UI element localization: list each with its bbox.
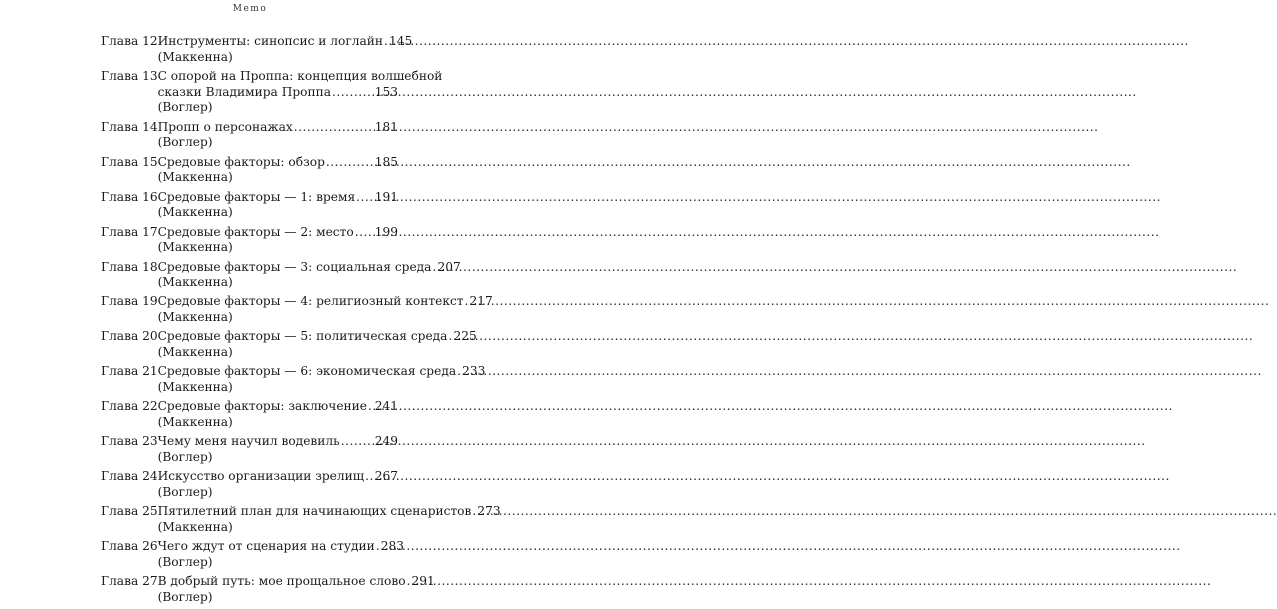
toc-entry bbox=[101, 259, 461, 291]
toc-entry-body bbox=[158, 434, 398, 465]
toc-entry-body bbox=[157, 259, 461, 291]
chapter-number: Глава 20 bbox=[101, 329, 158, 344]
chapter-number: Глава 14 bbox=[101, 119, 158, 134]
chapter-title-line bbox=[158, 85, 398, 101]
toc-entry-body bbox=[157, 539, 405, 570]
dot-leader bbox=[356, 190, 374, 206]
page-number: 241 bbox=[374, 399, 398, 414]
page-number: 199 bbox=[374, 224, 398, 239]
chapter-number: Глава 16 bbox=[101, 189, 158, 204]
chapter-number: Глава 27 bbox=[101, 574, 158, 589]
dot-leader bbox=[355, 225, 374, 241]
toc-entry-body bbox=[158, 120, 398, 151]
page-number: 273 bbox=[477, 504, 501, 519]
chapter-title-line bbox=[157, 504, 501, 520]
page-number: 225 bbox=[453, 329, 477, 344]
chapter-author: (Воглер) bbox=[157, 554, 213, 569]
toc-entry bbox=[101, 434, 398, 465]
chapter-title: Средовые факторы — 1: время bbox=[157, 189, 356, 204]
chapter-title-line bbox=[158, 155, 398, 171]
chapter-number: Глава 17 bbox=[101, 224, 158, 239]
chapter-number: Глава 23 bbox=[101, 434, 158, 449]
page-number: 153 bbox=[374, 84, 398, 99]
chapter-number: Глава 12 bbox=[101, 34, 158, 48]
chapter-title-line bbox=[157, 34, 413, 50]
page-number: 217 bbox=[469, 294, 493, 309]
chapter-title: С опорой на Проппа: концепция волшебной bbox=[157, 68, 443, 83]
toc-entry bbox=[101, 574, 435, 605]
dot-leader bbox=[376, 539, 380, 555]
toc-entry bbox=[101, 364, 486, 395]
dot-leader bbox=[294, 120, 374, 136]
chapter-title-line bbox=[157, 574, 435, 590]
chapter-number: Глава 19 bbox=[101, 294, 158, 309]
toc-entry-body bbox=[157, 34, 413, 65]
chapter-title-line bbox=[158, 225, 398, 241]
dot-leader bbox=[448, 329, 452, 345]
chapter-number: Глава 15 bbox=[101, 154, 158, 169]
chapter-author: (Маккенна) bbox=[157, 519, 233, 534]
toc-entry-body bbox=[158, 155, 398, 186]
chapter-author: (Маккенна) bbox=[157, 205, 233, 220]
chapter-title: Пропп о персонажах bbox=[157, 119, 293, 134]
chapter-title-line bbox=[158, 190, 398, 206]
chapter-author: (Воглер) bbox=[157, 485, 213, 499]
toc-entry bbox=[101, 399, 398, 430]
toc-entry bbox=[101, 68, 443, 116]
chapter-number: Глава 13 bbox=[101, 68, 158, 83]
page-number: 233 bbox=[462, 364, 486, 379]
chapter-title: сказки Владимира Проппа bbox=[157, 84, 331, 99]
toc-entry-body bbox=[157, 294, 493, 325]
page-number: 207 bbox=[437, 259, 461, 274]
toc-entry bbox=[101, 155, 398, 186]
chapter-title: Средовые факторы — 5: политическая среда bbox=[157, 329, 448, 344]
chapter-title: В добрый путь: мое прощальное слово bbox=[157, 574, 406, 589]
chapter-number: Глава 24 bbox=[101, 469, 158, 484]
dot-leader bbox=[432, 260, 436, 276]
dot-leader bbox=[365, 469, 374, 485]
chapter-title-line bbox=[157, 68, 443, 85]
chapter-title: Чему меня научил водевиль bbox=[157, 434, 340, 449]
dot-leader bbox=[465, 294, 469, 310]
dot-leader bbox=[407, 574, 411, 590]
page-number: 145 bbox=[389, 34, 413, 48]
toc-entry bbox=[101, 504, 501, 535]
chapter-title-line bbox=[158, 120, 398, 136]
page-number: 191 bbox=[374, 189, 398, 204]
chapter-title-line bbox=[157, 364, 486, 380]
dot-leader bbox=[332, 85, 374, 101]
page-number: 267 bbox=[374, 469, 398, 484]
toc-entry bbox=[101, 469, 398, 500]
chapter-number: Глава 26 bbox=[101, 539, 158, 554]
chapter-title: Средовые факторы: заключение bbox=[157, 399, 368, 414]
chapter-number: Глава 22 bbox=[101, 399, 158, 414]
chapter-title-line bbox=[158, 469, 398, 485]
chapter-author: (Маккенна) bbox=[157, 380, 233, 395]
running-head: Memo bbox=[232, 4, 268, 14]
toc-entry-body bbox=[158, 190, 398, 221]
page-number: 181 bbox=[374, 119, 398, 134]
toc-entry-body bbox=[157, 364, 486, 395]
chapter-author: (Воглер) bbox=[157, 135, 213, 150]
chapter-title: Пятилетний план для начинающих сценаристов bbox=[157, 504, 472, 519]
page-number: 249 bbox=[374, 434, 398, 449]
chapter-number: Глава 18 bbox=[101, 259, 158, 274]
page-number: 185 bbox=[374, 154, 398, 169]
toc-entry bbox=[101, 120, 398, 151]
chapter-author: (Маккенна) bbox=[157, 49, 233, 64]
chapter-title: Чего ждут от сценария на студии bbox=[157, 539, 375, 554]
chapter-title: Средовые факторы: обзор bbox=[157, 154, 325, 169]
chapter-author: (Маккенна) bbox=[157, 240, 233, 255]
chapter-title: Средовые факторы — 4: религиозный контекст bbox=[157, 294, 464, 309]
chapter-author: (Маккенна) bbox=[157, 310, 233, 325]
chapter-author: (Маккенна) bbox=[157, 170, 233, 185]
chapter-author: (Маккенна) bbox=[157, 275, 233, 290]
toc-entry bbox=[101, 329, 477, 360]
chapter-number: Глава 25 bbox=[101, 504, 158, 519]
chapter-author: (Маккенна) bbox=[157, 345, 233, 360]
toc-entry-body bbox=[158, 399, 398, 430]
chapter-title: Средовые факторы — 2: место bbox=[157, 224, 354, 239]
toc-entry-body bbox=[157, 574, 435, 605]
dot-leader bbox=[368, 399, 374, 415]
chapter-author: (Маккенна) bbox=[157, 415, 233, 430]
toc-entry-body bbox=[158, 225, 398, 256]
chapter-author: (Воглер) bbox=[157, 100, 213, 115]
chapter-title: Искусство организации зрелищ bbox=[157, 469, 365, 484]
chapter-author: (Воглер) bbox=[157, 589, 213, 604]
chapter-title-line bbox=[158, 399, 398, 415]
toc-entry-body bbox=[157, 504, 501, 535]
dot-leader bbox=[384, 34, 388, 50]
toc-entry bbox=[101, 190, 398, 221]
toc-entry-body bbox=[157, 68, 443, 116]
chapter-number: Глава 21 bbox=[101, 364, 158, 379]
chapter-title: Инструменты: синопсис и логлайн bbox=[157, 34, 384, 48]
toc-entry bbox=[101, 539, 405, 570]
toc-entry-body bbox=[158, 469, 398, 500]
chapter-title-line bbox=[157, 329, 477, 345]
chapter-title-line bbox=[157, 539, 405, 555]
toc-entry-body bbox=[157, 329, 477, 360]
dot-leader bbox=[341, 434, 374, 450]
dot-leader bbox=[326, 155, 374, 171]
page-number: 283 bbox=[380, 539, 405, 554]
dot-leader bbox=[472, 504, 476, 520]
toc-entry bbox=[101, 225, 398, 256]
chapter-title: Средовые факторы — 6: экономическая среда bbox=[157, 364, 457, 379]
page-number: 291 bbox=[411, 574, 435, 589]
chapter-author: (Воглер) bbox=[157, 450, 213, 465]
dot-leader bbox=[457, 364, 461, 380]
chapter-title-line bbox=[158, 434, 398, 450]
table-of-contents bbox=[101, 34, 501, 609]
chapter-title-line bbox=[157, 294, 493, 310]
toc-entry bbox=[101, 34, 413, 65]
chapter-title-line bbox=[157, 259, 461, 276]
chapter-title: Средовые факторы — 3: социальная среда bbox=[157, 259, 432, 274]
toc-entry bbox=[101, 294, 493, 325]
